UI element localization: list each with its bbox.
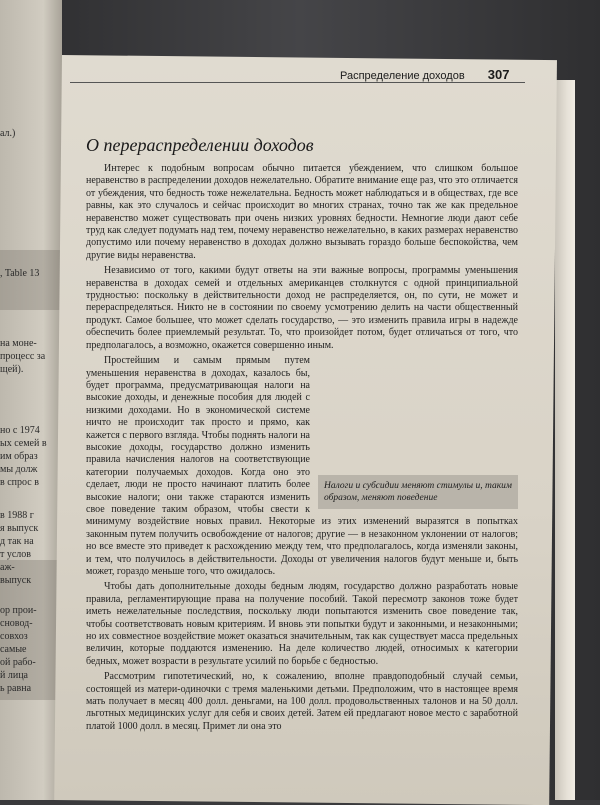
- left-fragment: ал.): [0, 128, 16, 139]
- page-number: 307: [487, 67, 510, 82]
- left-fragment: им образ: [0, 451, 38, 462]
- left-fragment: выпуск: [0, 575, 32, 586]
- left-fragment: ой рабо-: [0, 657, 36, 668]
- margin-quote: Налоги и субсидии меняют стимулы и, таким образом, меняют поведение: [318, 475, 518, 509]
- section-title: О перераспределении доходов: [86, 135, 314, 155]
- left-fragment: совхоз: [0, 631, 28, 642]
- left-fragment: самые: [0, 644, 27, 655]
- left-fragment: на моне-: [0, 338, 37, 349]
- running-title: Распределение доходов: [340, 70, 465, 82]
- page-edge: [555, 80, 575, 800]
- paragraph: Независимо от того, какими будут ответы на эти важные вопросы, программы уменьшения неравенства в доходах семей и отдельных американцев столкнутся с одной принципиальной трудностью: поскольку в действительности доход не распределяется, он, по сути, не может и перераспределяться. Никто не в состоянии по своему усмотрению делить на части общественный продукт. Самое большее, что может сделать государство, — это изменить правила игры в надежде обеспечить более приемлемый результат. То, что произойдет потом, будет отличаться от того, что предполагалось, а возможно, окажется совершенно иным.: [86, 265, 518, 351]
- running-header: [340, 67, 509, 82]
- header-rule: [70, 82, 525, 97]
- left-page: [0, 0, 62, 800]
- left-fragment: щей).: [0, 364, 24, 375]
- left-fragment: ор прои-: [0, 605, 37, 616]
- left-fragment: д так на: [0, 536, 34, 547]
- paragraph: Простейшим и самым прямым путем уменьшения неравенства в доходах, казалось бы, будет программа, предусматривающая налоги на высокие доходы, и денежные пособия для людей с низкими доходами. Но в экономической системе ничто не происходит так просто и прямо, как кажется с первого взгляда. Чтобы поднять налоги на высокие доходы, государство должно изменить правила начисления налогов на соответствующие категории получаемых доходов. Когда оно это сделает, люди не просто начинают платить более высокие налоги; они также стараются изменить свое поведение таким образом, чтобы свести к минимуму воздействие новых правил. Некоторые из этих изменений выразятся в попытках законным путем получить освобождение от налогов; другие — в незаконном уклонении от налогов; но все вместе это приведет к расхождению между тем, что предполагалось, когда изменяли законы, и тем, что получилось в действительности. Доходы от увеличения налогов будут меньше и, быть может, гораздо меньше того, что ожидалось.: [86, 355, 518, 577]
- left-page-shade: [0, 250, 62, 310]
- body-text: [86, 163, 518, 736]
- left-fragment: в спрос в: [0, 477, 39, 488]
- left-fragment: ых семей в: [0, 438, 47, 449]
- left-fragment: но с 1974: [0, 425, 40, 436]
- left-fragment: сновод-: [0, 618, 33, 629]
- left-fragment: в 1988 г: [0, 510, 34, 521]
- left-fragment: й лица: [0, 670, 28, 681]
- left-fragment: аж-: [0, 562, 15, 573]
- paragraph: Рассмотрим гипотетический, но, к сожалению, вполне правдоподобный случай семьи, состоящей из матери-одиночки с тремя маленькими детьми. Предположим, что в настоящее время мать получает в месяц 400 долл. деньгами, на 100 долл. продовольственных талонов и на 50 долл. льготных медицинских услуг для себя и своих детей. Затем ей предлагают новое место с заработной платой 1000 долл. в месяц. Примет ли она это: [86, 671, 518, 732]
- left-fragment: я выпуск: [0, 523, 39, 534]
- left-fragment: , Table 13: [0, 268, 40, 279]
- left-fragment: мы долж: [0, 464, 38, 475]
- paragraph: Чтобы дать дополнительные доходы бедным людям, государство должно разработать новые правила, регламентирующие права на получение пособий. Такой пересмотр законов тоже будет иметь нежелательные последствия, поскольку люди попытаются изменить свое поведение так, чтобы соответствовать новым критериям. И вновь эти попытки будут и законными, и незаконными; но их совместное воздействие может оказаться значительным, так как существует масса предельных величин, которые поддаются изменению. На деле количество людей, относимых к категории бедных, может возрасти в результате усилий по борьбе с бедностью.: [86, 581, 518, 667]
- left-fragment: т услов: [0, 549, 32, 560]
- left-fragment: ь равна: [0, 683, 32, 694]
- left-fragment: процесс за: [0, 351, 46, 362]
- paragraph: Интерес к подобным вопросам обычно питается убеждением, что слишком большое неравенство в распределении доходов нежелательно. Обратите внимание еще раз, что это отличается от убеждения, что бедность тоже нежелательна. Бедность может наблюдаться и в обществах, где все равны, как это случалось и сейчас происходит во многих странах, точно так же как предельное неравенство может существовать при очень низких уровнях бедности. Немногие люди дают себе труд как следует подумать над тем, почему неравенство нежелательно, в каких размерах неравенство допустимо или почему неравенство в доходах должно вызывать гораздо больше беспокойства, чем другие виды неравенства.: [86, 163, 518, 261]
